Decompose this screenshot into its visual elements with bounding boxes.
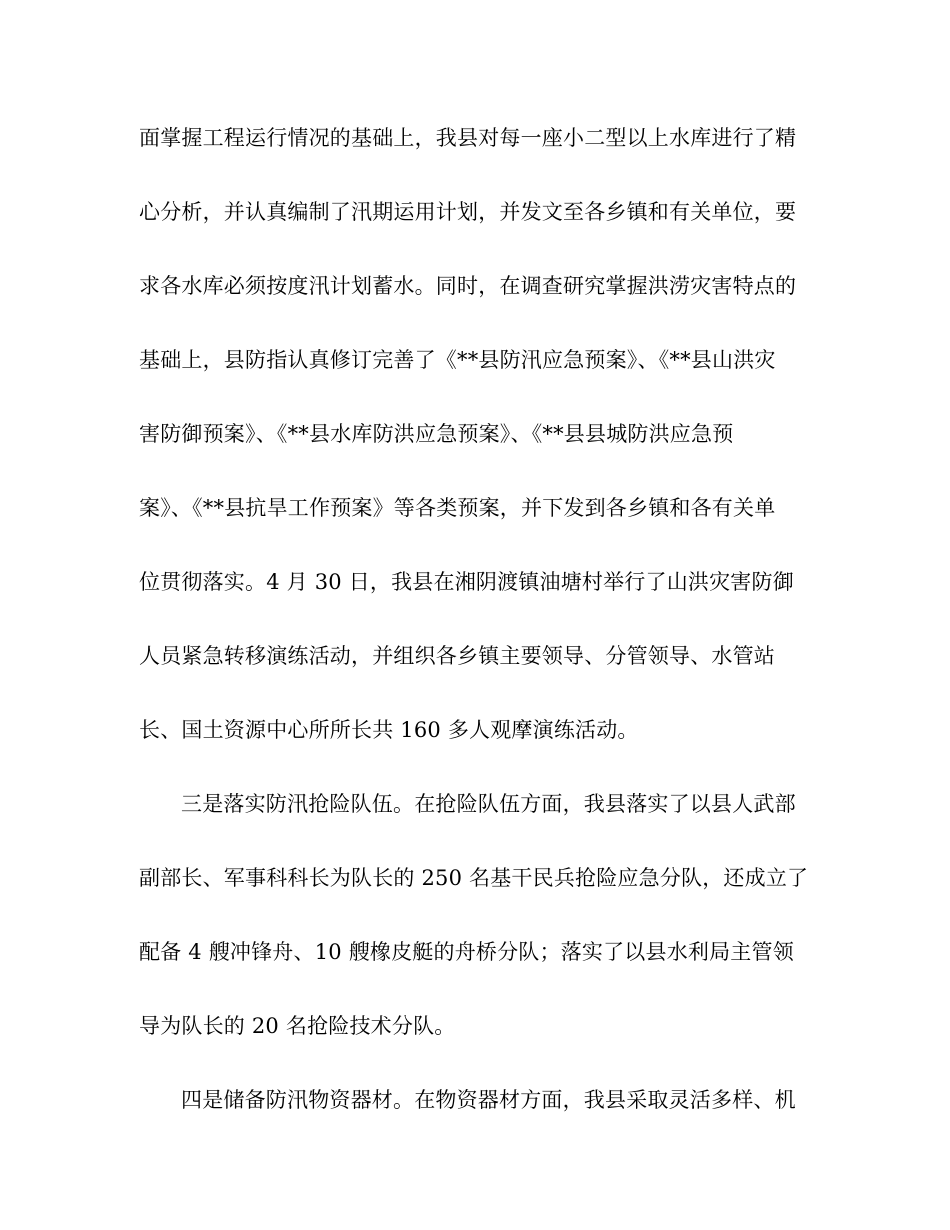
text-line-5: 害防御预案》、《**县水库防洪应急预案》、《**县县城防洪应急预 <box>139 422 734 446</box>
text-line-12: 配备 4 艘冲锋舟、10 艘橡皮艇的舟桥分队；落实了以县水利局主管领 <box>139 940 794 964</box>
text-line-9: 长、国土资源中心所所长共 160 多人观摩演练活动。 <box>139 718 639 742</box>
text-line-1: 面掌握工程运行情况的基础上，我县对每一座小二型以上水库进行了精 <box>139 126 797 150</box>
paragraph-4-start: 四是储备防汛物资器材。在物资器材方面，我县采取灵活多样、机 <box>181 1088 796 1112</box>
text-line-4: 基础上，县防指认真修订完善了《**县防汛应急预案》、《**县山洪灾 <box>139 348 776 372</box>
text-line-8: 人员紧急转移演练活动，并组织各乡镇主要领导、分管领导、水管站 <box>139 644 775 668</box>
text-line-13: 导为队长的 20 名抢险技术分队。 <box>139 1014 456 1038</box>
text-line-11: 副部长、军事科科长为队长的 250 名基干民兵抢险应急分队，还成立了 <box>139 866 809 890</box>
text-line-2: 心分析，并认真编制了汛期运用计划，并发文至各乡镇和有关单位，要 <box>139 200 797 224</box>
text-line-7: 位贯彻落实。4 月 30 日，我县在湘阴渡镇油塘村举行了山洪灾害防御 <box>139 570 794 594</box>
paragraph-3-start: 三是落实防汛抢险队伍。在抢险队伍方面，我县落实了以县人武部 <box>181 792 796 816</box>
body-text <box>139 119 819 1155</box>
text-line-6: 案》、《**县抗旱工作预案》等各类预案，并下发到各乡镇和各有关单 <box>139 496 776 520</box>
text-line-3: 求各水库必须按度汛计划蓄水。同时，在调查研究掌握洪涝灾害特点的 <box>139 274 797 298</box>
